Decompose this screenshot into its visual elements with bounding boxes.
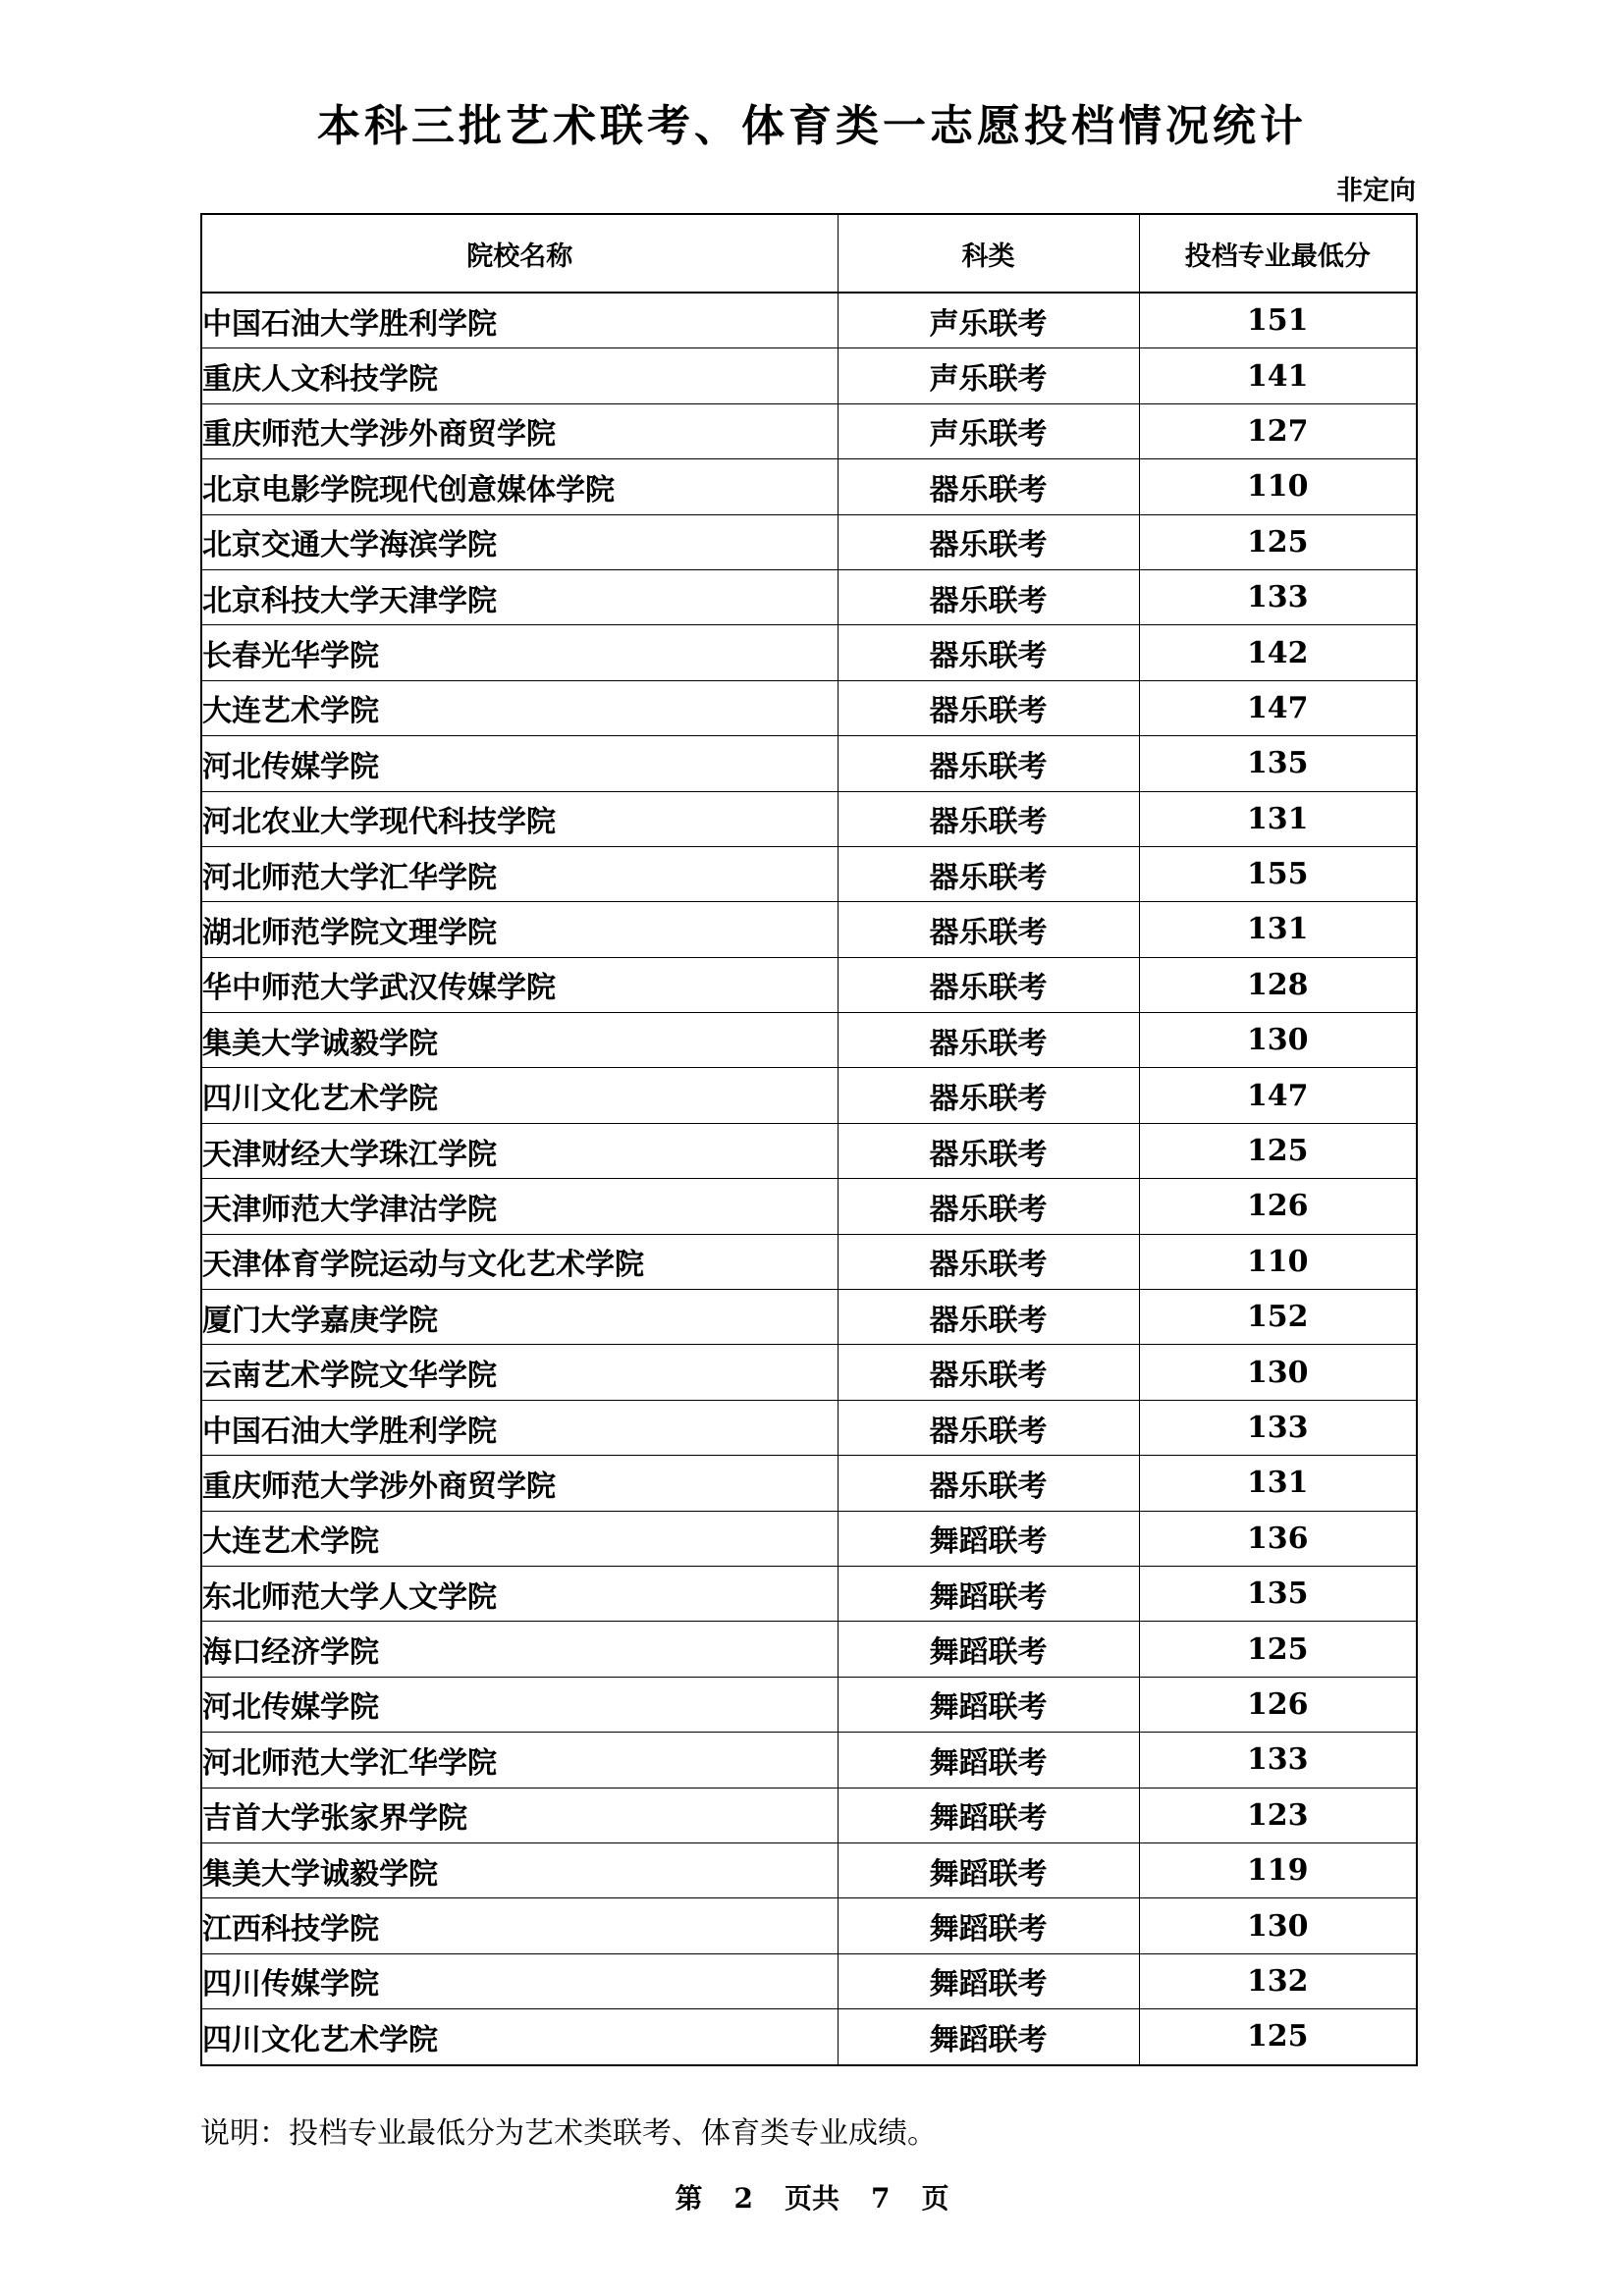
- cell-school-name: 河北传媒学院: [201, 736, 838, 791]
- cell-school-name: 集美大学诚毅学院: [201, 1013, 838, 1068]
- cell-category: 器乐联考: [838, 680, 1139, 735]
- cell-category: 器乐联考: [838, 957, 1139, 1012]
- table-row: [201, 1068, 1417, 1123]
- table-body: [201, 293, 1417, 2065]
- cell-school-name: 天津财经大学珠江学院: [201, 1123, 838, 1178]
- cell-min-score: 130: [1139, 1345, 1417, 1400]
- cell-min-score: 110: [1139, 459, 1417, 514]
- cell-category: 器乐联考: [838, 846, 1139, 901]
- cell-min-score: 110: [1139, 1234, 1417, 1289]
- cell-min-score: 126: [1139, 1179, 1417, 1234]
- cell-school-name: 厦门大学嘉庚学院: [201, 1290, 838, 1345]
- cell-min-score: 131: [1139, 1456, 1417, 1511]
- cell-min-score: 147: [1139, 1068, 1417, 1123]
- cell-min-score: 141: [1139, 348, 1417, 403]
- table-row: [201, 902, 1417, 957]
- cell-school-name: 重庆师范大学涉外商贸学院: [201, 403, 838, 458]
- cell-school-name: 天津体育学院运动与文化艺术学院: [201, 1234, 838, 1289]
- cell-category: 器乐联考: [838, 902, 1139, 957]
- table-row: [201, 791, 1417, 846]
- cell-min-score: 135: [1139, 1566, 1417, 1621]
- table-row: [201, 459, 1417, 514]
- table-row: [201, 1511, 1417, 1566]
- cell-min-score: 147: [1139, 680, 1417, 735]
- table-row: [201, 1456, 1417, 1511]
- cell-min-score: 155: [1139, 846, 1417, 901]
- cell-school-name: 吉首大学张家界学院: [201, 1788, 838, 1842]
- cell-school-name: 天津师范大学津沽学院: [201, 1179, 838, 1234]
- cell-category: 器乐联考: [838, 1290, 1139, 1345]
- cell-min-score: 127: [1139, 403, 1417, 458]
- cell-min-score: 123: [1139, 1788, 1417, 1842]
- cell-school-name: 长春光华学院: [201, 625, 838, 680]
- cell-min-score: 131: [1139, 902, 1417, 957]
- cell-min-score: 151: [1139, 293, 1417, 348]
- cell-category: 器乐联考: [838, 1400, 1139, 1455]
- page-total: 7: [871, 2182, 891, 2215]
- cell-school-name: 大连艺术学院: [201, 680, 838, 735]
- table-row: [201, 1953, 1417, 2008]
- cell-min-score: 133: [1139, 1733, 1417, 1788]
- cell-category: 器乐联考: [838, 1123, 1139, 1178]
- cell-min-score: 131: [1139, 791, 1417, 846]
- table-header-row: [201, 214, 1417, 293]
- cell-min-score: 125: [1139, 514, 1417, 569]
- cell-min-score: 125: [1139, 2009, 1417, 2065]
- cell-category: 声乐联考: [838, 348, 1139, 403]
- cell-min-score: 130: [1139, 1898, 1417, 1953]
- column-header-school: 院校名称: [201, 214, 838, 293]
- cell-category: 器乐联考: [838, 459, 1139, 514]
- table-row: [201, 1013, 1417, 1068]
- cell-category: 舞蹈联考: [838, 1566, 1139, 1621]
- table-row: [201, 1622, 1417, 1677]
- cell-min-score: 135: [1139, 736, 1417, 791]
- cell-category: 器乐联考: [838, 1234, 1139, 1289]
- cell-school-name: 云南艺术学院文华学院: [201, 1345, 838, 1400]
- cell-school-name: 四川传媒学院: [201, 1953, 838, 2008]
- cell-school-name: 江西科技学院: [201, 1898, 838, 1953]
- cell-min-score: 125: [1139, 1123, 1417, 1178]
- cell-school-name: 湖北师范学院文理学院: [201, 902, 838, 957]
- cell-min-score: 125: [1139, 1622, 1417, 1677]
- cell-min-score: 136: [1139, 1511, 1417, 1566]
- table-row: [201, 1566, 1417, 1621]
- column-header-min-score: 投档专业最低分: [1139, 214, 1417, 293]
- cell-category: 器乐联考: [838, 791, 1139, 846]
- cell-school-name: 华中师范大学武汉传媒学院: [201, 957, 838, 1012]
- cell-min-score: 128: [1139, 957, 1417, 1012]
- table-row: [201, 846, 1417, 901]
- subtitle-non-directional: 非定向: [1336, 176, 1416, 206]
- table-row: [201, 1677, 1417, 1732]
- cell-category: 器乐联考: [838, 736, 1139, 791]
- page-mid: 页共: [784, 2182, 839, 2215]
- table-row: [201, 625, 1417, 680]
- cell-category: 器乐联考: [838, 625, 1139, 680]
- page-current: 2: [733, 2182, 753, 2215]
- cell-category: 器乐联考: [838, 1013, 1139, 1068]
- cell-school-name: 重庆师范大学涉外商贸学院: [201, 1456, 838, 1511]
- page-suffix: 页: [921, 2182, 949, 2215]
- footnote: 说明：投档专业最低分为艺术类联考、体育类专业成绩。: [200, 2116, 937, 2151]
- admission-table: [200, 213, 1418, 2066]
- page-prefix: 第: [675, 2182, 703, 2215]
- cell-min-score: 133: [1139, 569, 1417, 624]
- cell-category: 器乐联考: [838, 514, 1139, 569]
- cell-min-score: 142: [1139, 625, 1417, 680]
- cell-school-name: 四川文化艺术学院: [201, 2009, 838, 2065]
- cell-school-name: 四川文化艺术学院: [201, 1068, 838, 1123]
- table-row: [201, 348, 1417, 403]
- cell-category: 器乐联考: [838, 1456, 1139, 1511]
- cell-school-name: 海口经济学院: [201, 1622, 838, 1677]
- table-row: [201, 2009, 1417, 2065]
- cell-school-name: 北京科技大学天津学院: [201, 569, 838, 624]
- cell-min-score: 152: [1139, 1290, 1417, 1345]
- cell-category: 器乐联考: [838, 569, 1139, 624]
- cell-min-score: 126: [1139, 1677, 1417, 1732]
- cell-school-name: 河北师范大学汇华学院: [201, 846, 838, 901]
- table-row: [201, 569, 1417, 624]
- table-row: [201, 514, 1417, 569]
- table-row: [201, 1733, 1417, 1788]
- table-row: [201, 736, 1417, 791]
- cell-category: 舞蹈联考: [838, 1622, 1139, 1677]
- cell-school-name: 重庆人文科技学院: [201, 348, 838, 403]
- cell-school-name: 集美大学诚毅学院: [201, 1842, 838, 1897]
- cell-category: 器乐联考: [838, 1345, 1139, 1400]
- table-row: [201, 1234, 1417, 1289]
- cell-category: 舞蹈联考: [838, 1898, 1139, 1953]
- cell-school-name: 北京交通大学海滨学院: [201, 514, 838, 569]
- page-title: 本科三批艺术联考、体育类一志愿投档情况统计: [317, 101, 1307, 151]
- table-row: [201, 1400, 1417, 1455]
- cell-category: 声乐联考: [838, 293, 1139, 348]
- cell-school-name: 东北师范大学人文学院: [201, 1566, 838, 1621]
- cell-category: 舞蹈联考: [838, 1733, 1139, 1788]
- column-header-category: 科类: [838, 214, 1139, 293]
- cell-school-name: 北京电影学院现代创意媒体学院: [201, 459, 838, 514]
- table-row: [201, 957, 1417, 1012]
- table-row: [201, 293, 1417, 348]
- cell-school-name: 河北师范大学汇华学院: [201, 1733, 838, 1788]
- cell-school-name: 河北农业大学现代科技学院: [201, 791, 838, 846]
- table-row: [201, 1842, 1417, 1897]
- table-row: [201, 1345, 1417, 1400]
- table-row: [201, 1788, 1417, 1842]
- cell-category: 舞蹈联考: [838, 1842, 1139, 1897]
- cell-category: 声乐联考: [838, 403, 1139, 458]
- table-row: [201, 1898, 1417, 1953]
- cell-category: 舞蹈联考: [838, 1677, 1139, 1732]
- cell-min-score: 132: [1139, 1953, 1417, 2008]
- table-row: [201, 1123, 1417, 1178]
- cell-min-score: 133: [1139, 1400, 1417, 1455]
- cell-min-score: 119: [1139, 1842, 1417, 1897]
- cell-school-name: 中国石油大学胜利学院: [201, 293, 838, 348]
- cell-category: 器乐联考: [838, 1179, 1139, 1234]
- cell-category: 舞蹈联考: [838, 1788, 1139, 1842]
- table-row: [201, 403, 1417, 458]
- cell-category: 舞蹈联考: [838, 2009, 1139, 2065]
- page-footer: [0, 2177, 1624, 2216]
- table-row: [201, 1290, 1417, 1345]
- cell-school-name: 大连艺术学院: [201, 1511, 838, 1566]
- cell-school-name: 中国石油大学胜利学院: [201, 1400, 838, 1455]
- cell-category: 器乐联考: [838, 1068, 1139, 1123]
- cell-school-name: 河北传媒学院: [201, 1677, 838, 1732]
- table-row: [201, 680, 1417, 735]
- cell-category: 舞蹈联考: [838, 1953, 1139, 2008]
- table-row: [201, 1179, 1417, 1234]
- cell-min-score: 130: [1139, 1013, 1417, 1068]
- cell-category: 舞蹈联考: [838, 1511, 1139, 1566]
